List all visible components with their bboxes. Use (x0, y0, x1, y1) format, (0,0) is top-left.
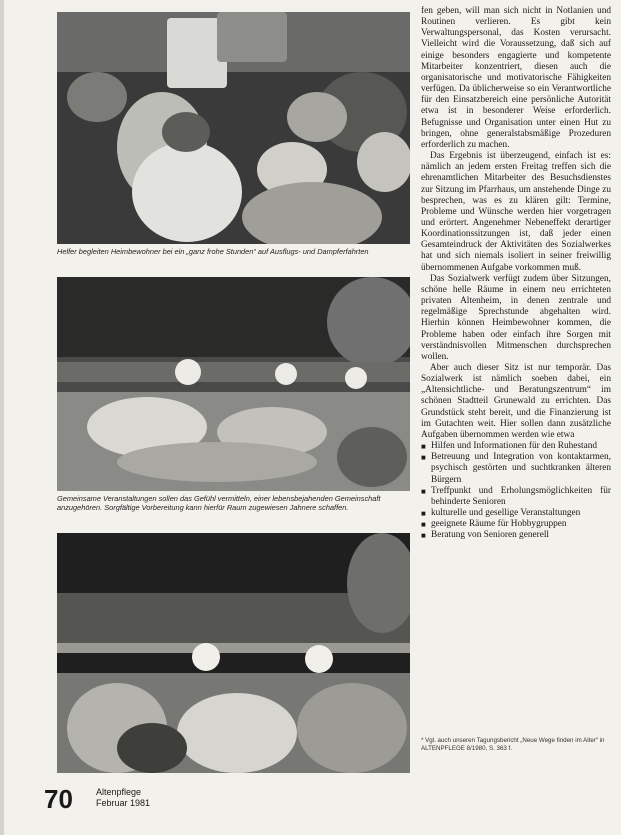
page-edge (0, 0, 4, 835)
photo-excursion (57, 12, 410, 244)
issue-date: Februar 1981 (96, 797, 151, 808)
caption-photo-excursion: Helfer begleiten Heimbewohner bei ein „ganz frohe Stunden“ auf Ausflugs- und Dampferfahrten (57, 247, 369, 256)
article-paragraph: Das Sozialwerk verfügt zudem über Sitzungen, schöne helle Räume in einem neu errichteten privaten Altenheim, in denen zentrale und regelmäßige Sprechstunde abgehalten wird. Hierhin können Heimbewohner kommen, die Probleme haben oder einfach ihre Sorgen mit verständnisvollen Mitmenschen durchsprechen wollen. (421, 273, 611, 362)
article-paragraph: Das Ergebnis ist überzeugend, einfach ist es: nämlich an jedem ersten Freitag treffen sich die ehrenamtlichen Mitarbeiter des Besuchsdienstes zur Sitzung im Pfarrhaus, um anstehende Dinge zu besprechen, was es zu klären gilt: Termine, Probleme und Wünsche werden hier vorgetragen und erörtert. Angenehmer Nebeneffekt derartiger Koordinationssitzungen ist, daß jeder einen Gesamteindruck der Aktivitäten des Sozialwerkes hat und sich niemals isoliert in seiner freiwillig übernommenen Aufgabe vorkommen muß. (421, 151, 611, 273)
article-paragraph: Aber auch dieser Sitz ist nur temporär. Das Sozialwerk ist nämlich soeben dabei, ein „Altensichtliche- und Beratungszentrum“ im schönen Stadtteil Grunewald zu errichten. Das Grundstück steht bereit, und die Finanzierung ist im Gutachten weit. Hier sollen dann zusätzliche Aufgaben übernommen werden wie etwa (421, 363, 611, 440)
list-item: ■ Betreuung und Integration von kontaktarmen, psychisch gestörten und suchtkranken älteren Bürgern (421, 452, 611, 485)
article-column (421, 6, 611, 542)
list-item: ■ geeignete Räume für Hobbygruppen (421, 519, 611, 530)
caption-photo-garden-event: Gemeinsame Veranstaltungen sollen das Gefühl vermitteln, einer lebensbejahenden Gemeinschaft anzugehören. Sorgfältige Vorbereitung kann hierfür Raum zugewiesen Jahnere schaffen. (57, 494, 381, 512)
list-item: ■ Treffpunkt und Erholungsmöglichkeiten für behinderte Senioren (421, 486, 611, 508)
list-item: ■ Hilfen und Informationen für den Ruhestand (421, 441, 611, 452)
page-number: 70 (44, 784, 73, 814)
footnote: * Vgl. auch unseren Tagungsbericht „Neue Wege finden im Alter“ in ALTENPFLEGE 8/1980, S. 363 f. (421, 737, 605, 752)
photo-concert (57, 533, 410, 773)
bullet-list (421, 441, 611, 541)
journal-name: Altenpflege (96, 787, 142, 797)
list-item: ■ Beratung von Senioren generell (421, 530, 611, 541)
article-paragraph: fen geben, will man sich nicht in Notlanien und Routinen verlieren. Es gibt kein Verwaltungspersonal, das Kosten verursacht. Vielleicht wird die Voraussetzung, daß sich auf einige besonders engagierte und kompetente Mitarbeiter konzentriert, diesen auch die organisatorische und motivatorische Fähigkeiten verfügen. Da üblicherweise so ein Verantwortliche für den Einsatzbereich eine persönliche Autorität etwa ist in besonderer Weise erforderlich. Befugnisse und Organisation unter einen Hut zu bringen, ohne generalstabsmäßige Prozeduren erforderlich zu machen. (421, 6, 611, 150)
journal-info (96, 787, 150, 808)
photo-garden-event (57, 277, 410, 491)
list-item: ■ kulturelle und gesellige Veranstaltungen (421, 508, 611, 519)
